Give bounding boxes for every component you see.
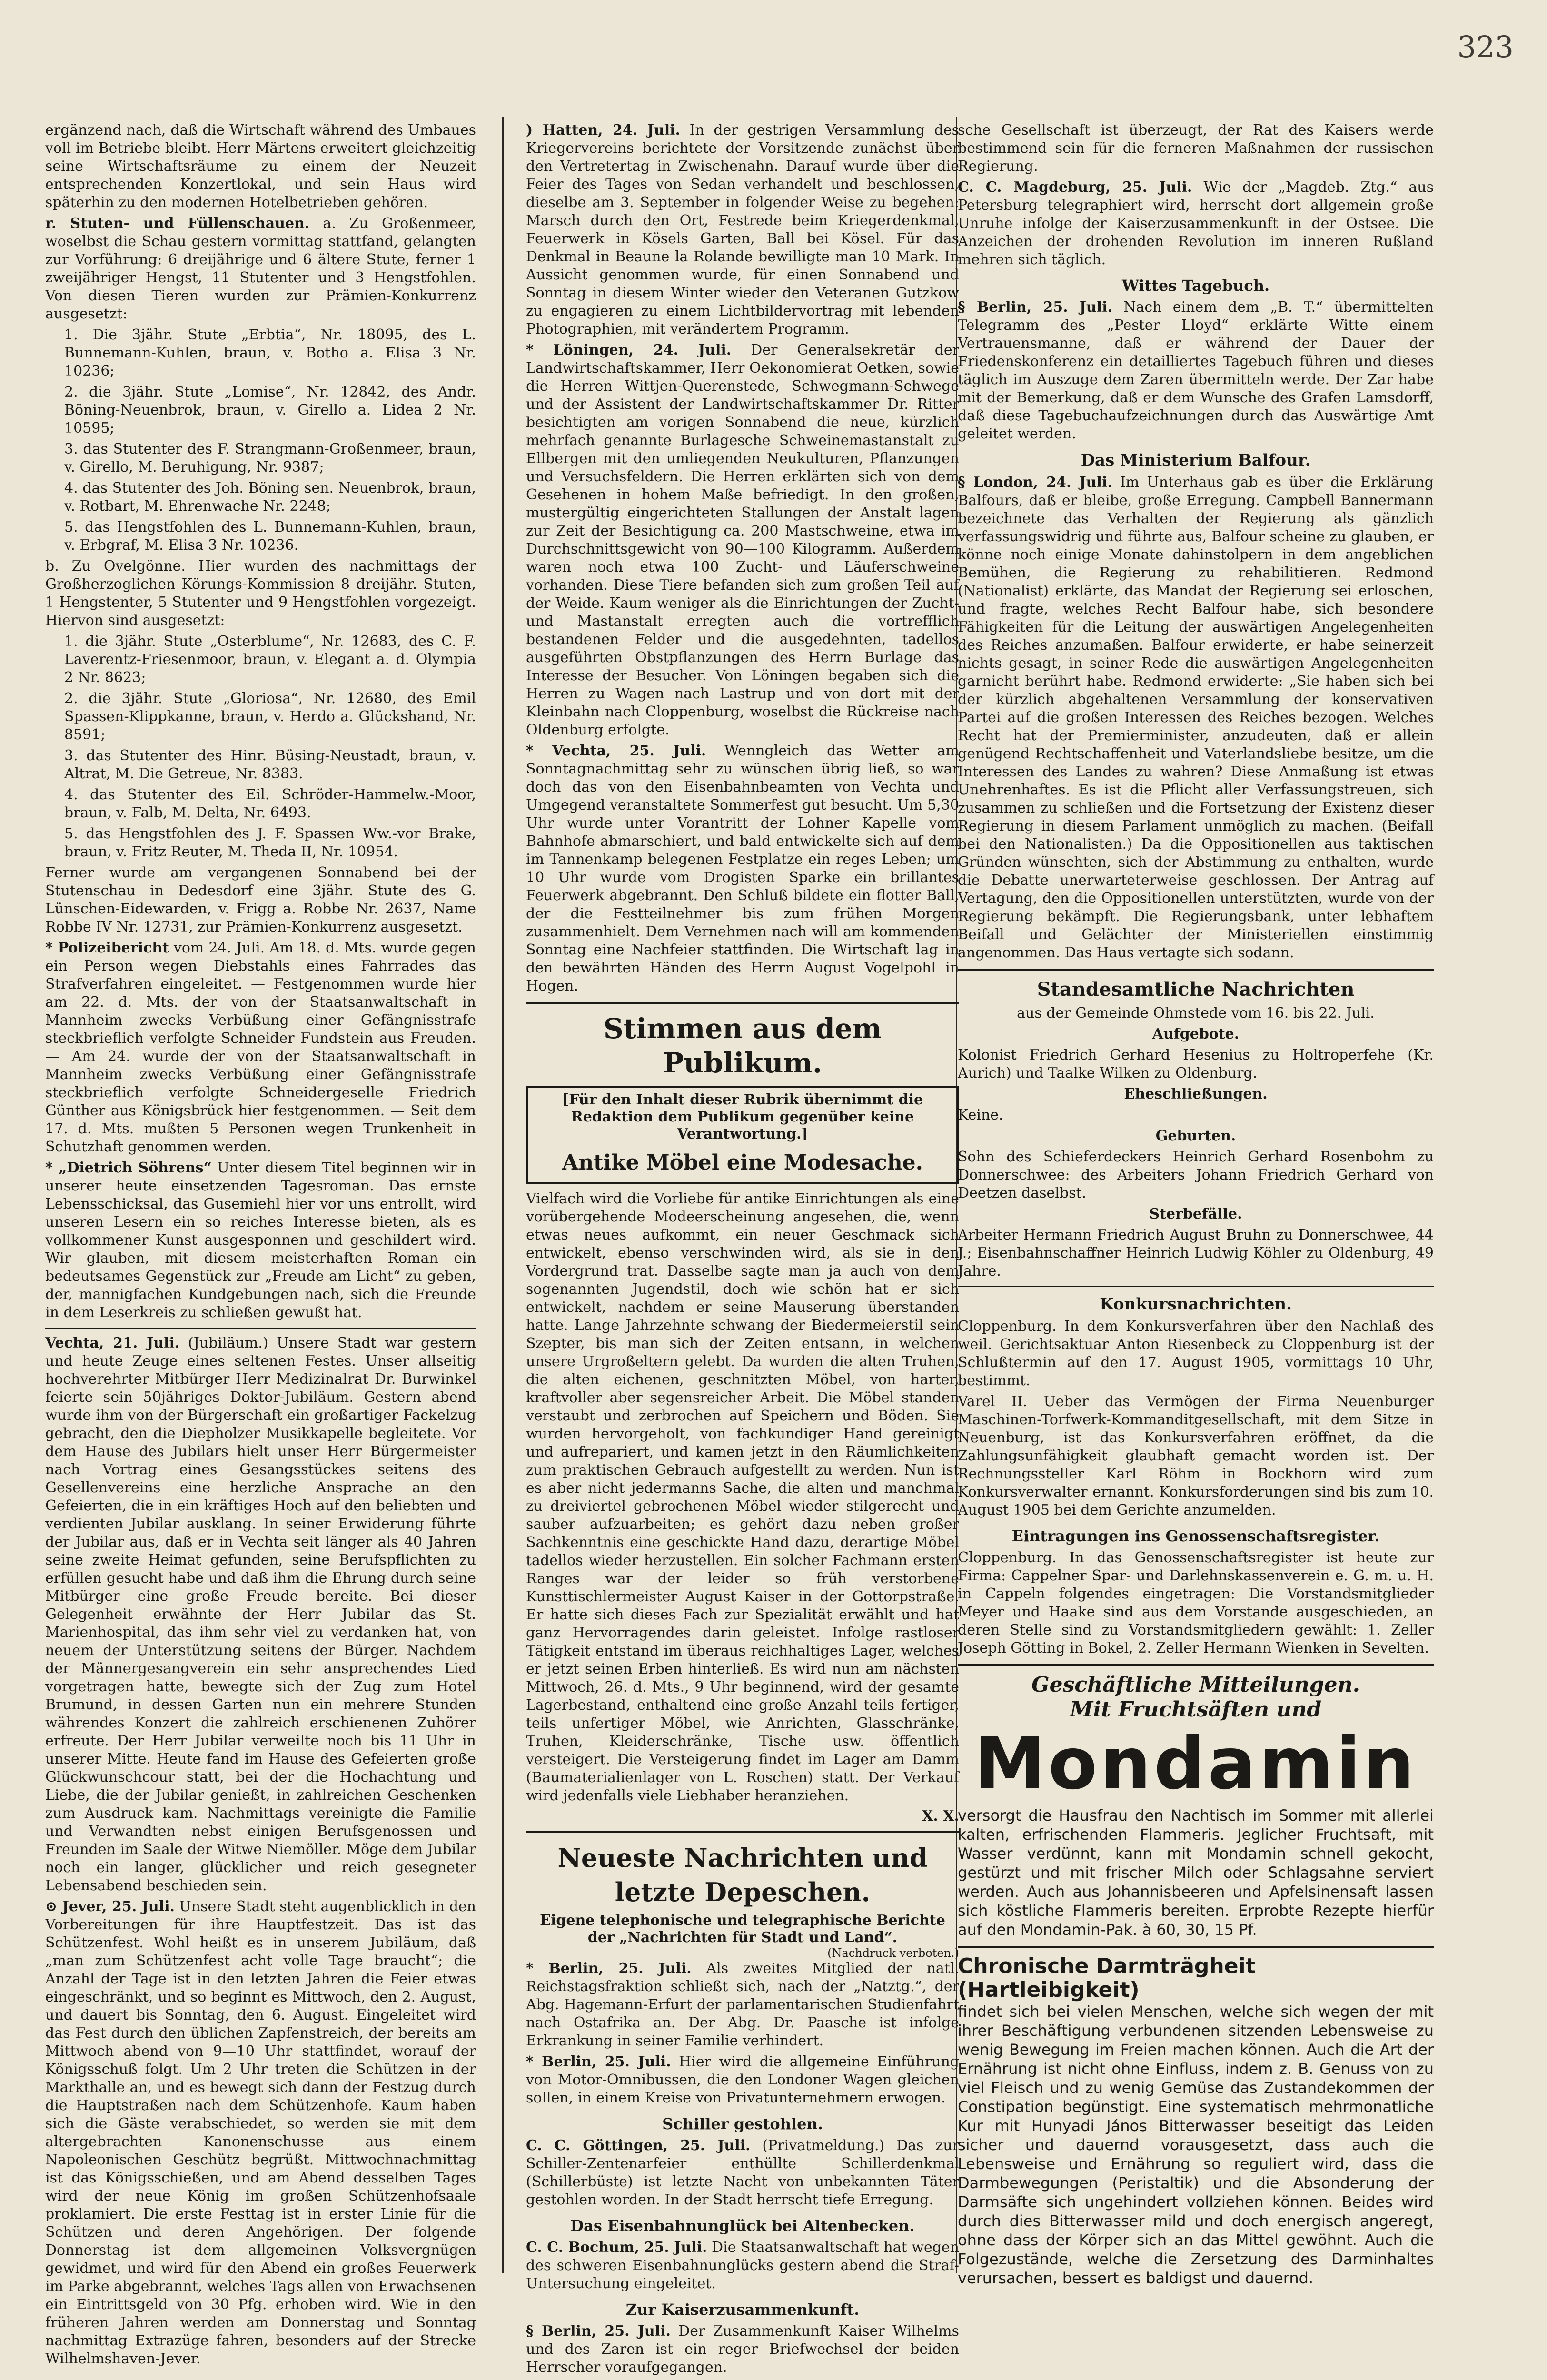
- divider: [45, 1328, 476, 1329]
- column-rule: [502, 117, 504, 2273]
- article-paragraph: [958, 474, 1434, 962]
- article-dateline: ) Hatten, 24. Juli.: [526, 122, 680, 139]
- article-heading: Wittes Tagebuch.: [1121, 277, 1270, 295]
- article-paragraph: [45, 1334, 476, 1895]
- article-heading: Das Ministerium Balfour.: [1081, 451, 1311, 470]
- list: [45, 633, 476, 861]
- article-text: (Privatmeldung.) Das zur Schiller-Zentenarfeier enthüllte Schillerdenkmal (Schillerbüste) ist letzte Nacht von unbekannten Täter gestohlen worden. In der Stadt herrscht tiefe Erregung.: [526, 2137, 959, 2208]
- subsection-heading: Geburten.: [1155, 1128, 1236, 1144]
- article-text: Als zweites Mitglied der natl. Reichstagsfraktion schließt sich, nach der „Natztg.“, der Abg. Hagemann-Erfurt der parlamentarischen Studienfahrt nach Ostafrika an. Der Abg. Dr. Paasche ist infolge Erkrankung in seiner Familie verhindert.: [526, 1960, 959, 2049]
- article-heading: Schiller gestohlen.: [662, 2115, 823, 2133]
- ad-brand: Mondamin: [974, 1723, 1418, 1805]
- article-paragraph: b. Zu Ovelgönne. Hier wurden des nachmittags der Großherzoglichen Körungs-Kommission 8 dreijähr. Stuten, 1 Hengstenter, 5 Stutenter und 9 Hengstfohlen vorgezeigt. Hiervon sind ausgesetzt:: [45, 558, 476, 629]
- article-paragraph: [526, 2322, 959, 2377]
- article-paragraph: Cloppenburg. In dem Konkursverfahren über den Nachlaß des weil. Gerichtsaktuar Anton Riesenbeck zu Cloppenburg ist der Schlußtermin auf den 17. August 1905, vormittags 10 Uhr, bestimmt.: [958, 1318, 1434, 1389]
- list-item: 2. die 3jähr. Stute „Gloriosa“, Nr. 12680, des Emil Spassen-Klippkanne, braun, v. Herdo a. Glückshand, Nr. 8591;: [64, 690, 476, 743]
- column-right: [958, 121, 1434, 2287]
- divider: [526, 1002, 959, 1004]
- section-heading: Eintragungen ins Genossenschaftsregister.: [1012, 1527, 1380, 1545]
- article-text: Der Zusammenkunft Kaiser Wilhelms und des Zaren ist ein reger Briefwechsel der beiden Herrscher voraufgegangen.: [526, 2323, 959, 2376]
- article-heading: Zur Kaiserzusammenkunft.: [625, 2301, 860, 2319]
- section-heading: Neueste Nachrichten und letzte Depeschen.: [557, 1843, 928, 1907]
- list-item: 3. das Stutenter des Hinr. Büsing-Neustadt, braun, v. Altrat, M. Die Getreue, Nr. 8383.: [64, 747, 476, 782]
- page-number: 323: [1457, 30, 1514, 64]
- divider: [958, 1946, 1434, 1948]
- subsection-heading: Eheschließungen.: [1124, 1086, 1268, 1102]
- article-dateline: § Berlin, 25. Juli.: [958, 299, 1112, 316]
- article-paragraph: sche Gesellschaft ist überzeugt, der Rat des Kaisers werde bestimmend sein für die ferneren Maßnahmen der russischen Regierung.: [958, 122, 1434, 175]
- article-text: Wenngleich das Wetter am Sonntagnachmittag sehr zu wünschen übrig ließ, so war doch das von den Eisenbahnbeamten von Vechta und Umgegend veranstaltete Sommerfest gut besucht. Um 5,30 Uhr wurde unter Vorantritt der Lohner Kapelle vom Bahnhofe abmarschiert, und bald entwickelte sich auf dem im Tannenkamp belegenen Festplatze ein reges Leben; um 10 Uhr wurde vom Drogisten Sparke ein brillantes Feuerwerk abgebrannt. Den Schluß bildete ein flotter Ball, der die Festteilnehmer bis zum frühen Morgen zusammenhielt. Dem Vernehmen nach will am kommenden Sonntag eine Nachfeier stattfinden. Die Wirtschaft lag in den bewährten Händen des Herrn August Vogelpohl in Hogen.: [526, 743, 959, 994]
- column-left: [45, 121, 476, 2367]
- article-text: Im Unterhaus gab es über die Erklärung Balfours, daß er bleibe, große Erregung. Campbell Bannermann bezeichnete das Verhalten der Regierung als gänzlich verfassungswidrig und führte aus, Balfour scheine zu glauben, er könne noch einige Monate dahinstolpern in dem angeblichen Bemühen, die Regierung zu rehabilitieren. Redmond (Nationalist) erklärte, das Mandat der Regierung sei erloschen, und fragte, welches Recht Balfour habe, sich besondere Fähigkeiten für die Leitung der auswärtigen Angelegenheiten des Reiches anzumaßen. Balfour erwiderte, er habe seinerzeit nichts gesagt, in seiner Rede die auswärtigen Angelegenheiten garnicht berührt habe. Redmond erwiderte: „Sie haben sich bei der kürzlich abgehaltenen Versammlung der konservativen Partei auf die großen Interessen des Reiches bezogen. Welches Recht hat der Premierminister, anzudeuten, daß er allein genügend Rechtschaffenheit und Vaterlandsliebe besitze, um die Interessen des Landes zu wahren? Diese Anmaßung ist etwas Unehrenhaftes. Es ist die Pflicht aller Verfassungstreuen, sich zusammen zu schließen und die Fortsetzung der Existenz dieser Regierung in diesem Parlament unmöglich zu machen. (Beifall bei den Nationalisten.) Da die Oppositionellen aus taktischen Gründen wünschten, sich der Abstimmung zu enthalten, wurde die Debatte unerwarteterweise geschlossen. Der Antrag auf Vertagung, den die Oppositionellen unterstützten, wurde von der Regierung bekämpft. Die Regierungsbank, unter lebhaftem Beifall und Gelächter der Ministeriellen einstimmig angenommen. Das Haus vertagte sich sodann.: [958, 474, 1434, 961]
- article-paragraph: [526, 2053, 959, 2107]
- ad-text: findet sich bei vielen Menschen, welche sich wegen der mit ihrer Beschäftigung verbundenen sitzenden Lebensweise zu wenig Bewegung im Freien machen können. Auch die Art der Ernährung ist nicht ohne Einfluss, indem z. B. Genuss von zu viel Fleisch und zu wenig Gemüse das Zustandekommen der Constipation begünstigt. Eine systematisch mehrmonatliche Kur mit Hunyadi János Bitterwasser beseitigt das Leiden sicher und dauernd vorausgesetzt, dass auch die Lebensweise und Ernährung so reguliert wird, dass die Darmbewegungen (Peristaltik) und die Absonderung der Darmsäfte sich ungehindert vollziehen können. Beides wird durch dies Bitterwasser mild und doch energisch angeregt, ohne dass der Körper sich an das Mittel gewöhnt. Auch die Folgezustände, welche die Zersetzung des Darminhaltes verursachen, bessert es baldigst und dauernd.: [958, 2003, 1434, 2287]
- list-item: 5. das Hengstfohlen des J. F. Spassen Ww.-vor Brake, braun, v. Fritz Reuter, M. Theda II, Nr. 10954.: [64, 825, 476, 860]
- article-paragraph: [526, 1960, 959, 2050]
- section-heading: Stimmen aus dem Publikum.: [603, 1012, 882, 1079]
- article-dateline: * Löningen, 24. Juli.: [526, 342, 732, 358]
- article-dateline: * „Dietrich Söhrens“: [45, 1160, 212, 1176]
- article-paragraph: Cloppenburg. In das Genossenschaftsregister ist heute zur Firma: Cappelner Spar- und Darlehnskassenverein e. G. m. u. H. in Cappeln folgendes eingetragen: Die Vorstandsmitglieder Meyer und Haake sind aus dem Vorstande ausgeschieden, an deren Stelle sind zu Vorstandsmitgliedern gewählt: 1. Zeller Joseph Götting in Bokel, 2. Zeller Hermann Wienken in Sevelten.: [958, 1549, 1434, 1656]
- article-dateline: * Berlin, 25. Juli.: [526, 1960, 692, 1977]
- article-paragraph: [958, 298, 1434, 443]
- divider: [958, 1664, 1434, 1666]
- article-dateline: * Berlin, 25. Juli.: [526, 2053, 671, 2070]
- list-item: 2. die 3jähr. Stute „Lomise“, Nr. 12842, des Andr. Böning-Neuenbrok, braun, v. Girello a. Lidea 2 Nr. 10595;: [64, 384, 476, 436]
- article-dateline: § Berlin, 25. Juli.: [526, 2323, 671, 2340]
- article-paragraph: [526, 2137, 959, 2209]
- article-heading: Antike Möbel eine Modesache.: [562, 1150, 923, 1175]
- article-dateline: C. C. Bochum, 25. Juli.: [526, 2239, 707, 2256]
- article-paragraph: Kolonist Friedrich Gerhard Hesenius zu Holtroperfehe (Kr. Aurich) und Taalke Wilken zu Oldenburg.: [958, 1047, 1434, 1081]
- article-paragraph: [958, 178, 1434, 269]
- notice-box: [526, 1086, 959, 1184]
- article-paragraph: Vielfach wird die Vorliebe für antike Einrichtungen als eine vorübergehende Modeerscheinung angesehen, die, wenn etwas neues aufkommt, ein neuer Geschmack sich entwickelt, ebenso verschwinden wird, als sie in den Vordergrund trat. Dasselbe sagte man ja auch von dem sogenannten Jugendstil, doch wie schön hat er sich entwickelt, nachdem er seine Mauserung überstanden hatte. Lange Jahrzehnte schwang der Biedermeierstil sein Szepter, bis man sich der Zeiten entsann, in welchen unsere Urgroßeltern gelebt. Da wurden die alten Truhen, die alten eichenen, geschnitzten Möbel, von harter, kraftvoller aber segensreicher Arbeit. Die Möbel standen verstaubt und zerbrochen auf Speichern und Böden. Sie wurden hervorgeholt, von fachkundiger Hand gereinigt und aufrepariert, und kamen jetzt in den Räumlichkeiten zum praktischen Gebrauch aufgestellt zu werden. Nun ist es aber nicht jedermanns Sache, die alten und manchmal zu dreiviertel gebrochenen Möbel wieder stilgerecht und sauber aufzuarbeiten; es gehört dazu neben großer Sachkenntnis eine geschickte Hand dazu, derartige Möbel tadellos wieder herzustellen. Ein solcher Fachmann ersten Ranges war der leider so früh verstorbene Kunsttischlermeister August Kaiser in der Gottorpstraße. Er hatte sich dieses Fach zur Spezialität erwählt und hat ganz Hervorragendes darin geleistet. Infolge rastloser Tätigkeit entstand im überaus reichhaltiges Lager, welches er jetzt seinen Erben hinterließ. Es wird nun am nächsten Mittwoch, 26. d. Mts., 9 Uhr beginnend, wird der gesamte Lagerbestand, enthaltend eine große Anzahl teils fertiger, teils unfertiger Möbel, wie Anrichten, Glasschränke, Truhen, Kleiderschränke, Tische usw. öffentlich versteigert. Die Versteigerung findet im Lager am Damm (Baumaterialienlager von L. Roschen) statt. Der Verkauf wird jedenfalls viele Liebhaber heranziehen.: [526, 1190, 959, 1804]
- list-item: 4. das Stutenter des Joh. Böning sen. Neuenbrok, braun, v. Rotbart, M. Ehrenwache Nr. 2248;: [64, 480, 476, 515]
- article-text: Hier wird die allgemeine Einführung von Motor-Omnibussen, die den Londoner Wagen gleichen sollen, in einem Kreise von Privatunternehmern erwogen.: [526, 2053, 959, 2106]
- article-paragraph: [526, 121, 959, 338]
- section-subheading: Eigene telephonische und telegraphische Berichte der „Nachrichten für Stadt und Land“.: [540, 1912, 945, 1946]
- article-heading: Das Eisenbahnunglück bei Altenbecken.: [570, 2217, 915, 2235]
- article-paragraph: [526, 2239, 959, 2293]
- section-subheading: aus der Gemeinde Ohmstede vom 16. bis 22. Juli.: [1017, 1005, 1375, 1021]
- article-paragraph: Varel II. Ueber das Vermögen der Firma Neuenburger Maschinen-Torfwerk-Kommanditgesellschaft, mit dem Sitze in Neuenburg, ist das Konkursverfahren eröffnet, da die Zahlungsunfähigkeit glaubhaft gemacht worden ist. Der Rechnungssteller Karl Röhm in Bockhorn wird zum Konkursverwalter ernannt. Konkursforderungen sind bis zum 10. August 1905 bei dem Gerichte anzumelden.: [958, 1393, 1434, 1518]
- article-dateline: * Polizeibericht: [45, 940, 169, 956]
- article-paragraph: [45, 1159, 476, 1322]
- article-paragraph: Sohn des Schieferdeckers Heinrich Gerhard Rosenbohm zu Donnerschwee: des Arbeiters Johann Friedrich Gerhard von Deetzen daselbst.: [958, 1149, 1434, 1201]
- list-item: 4. das Stutenter des Eil. Schröder-Hammelw.-Moor, braun, v. Falb, M. Delta, Nr. 6493.: [64, 786, 476, 821]
- article-text: Nach einem dem „B. T.“ übermittelten Telegramm des „Pester Lloyd“ erklärte Witte einem Vertrauensmanne, daß er während der Dauer der Friedenskonferenz ein detailliertes Tagebuch führen und dieses täglich im Auszuge dem Zaren übermitteln werde. Der Zar habe mit der Bemerkung, daß er dem Wunsche des Grafen Lamsdorff, daß diese Tagebuchaufzeichnungen durch das Auswärtige Amt geleitet werden.: [958, 299, 1434, 442]
- article-dateline: r. Stuten- und Füllenschauen.: [45, 215, 310, 232]
- article-text: Der Generalsekretär der Landwirtschaftskammer, Herr Oekonomierat Oetken, sowie die Herren Wittjen-Querenstede, Schwegmann-Schwege und der Assistent der Landwirtschaftskammer Dr. Ritter besichtigten am vorigen Sonnabend die neue, kürzlich mehrfach genannte Burlagesche Schweinemastanstalt zu Ellbergen mit den umliegenden Neukulturen, Pflanzungen und Versuchsfeldern. Die Herren erklärten sich von dem Gesehenen in hohem Maße befriedigt. In den großen, mustergültig eingerichteten Stallungen der Anstalt lagen zur Zeit der Besichtigung ca. 200 Mastschweine, etwa im Durchschnittsgewicht von 90—100 Kilogramm. Außerdem waren noch etwa 100 Zucht- und Läuferschweine vorhanden. Diese Tiere befanden sich zum großen Teil auf der Weide. Kaum weniger als die Einrichtungen der Zucht- und Mastanstalt erregten auch die vortrefflich bestandenen Felder und die ausgedehnten, tadellos ausgeführten Obstpflanzungen des Herrn Burlage das Interesse der Besucher. Von Löningen begaben sich die Herren zu Wagen nach Lastrup und von dort mit der Kleinbahn nach Cloppenburg, woselbst die Rückreise nach Oldenburg erfolgte.: [526, 342, 960, 738]
- article-text: vom 24. Juli. Am 18. d. Mts. wurde gegen ein Person wegen Diebstahls eines Fahrrades das Strafverfahren eingeleitet. — Festgenommen wurde hier am 22. d. Mts. der von der Staatsanwaltschaft in Mannheim zwecks Verbüßung einer Gefängnisstrafe steckbrieflich verfolgte Schneider Fundstein aus Freuden. — Am 24. wurde der von der Staatsanwaltschaft in Mannheim zwecks Verbüßung einer Gefängnisstrafe steckbrieflich verfolgte Schneidergeselle Friedrich Günther aus Königsbrück hier festgenommen. — Seit dem 17. d. Mts. mußten 5 Personen wegen Trunkenheit in Schutzhaft genommen werden.: [45, 940, 476, 1155]
- notice-text: [Für den Inhalt dieser Rubrik übernimmt die Redaktion dem Publikum gegenüber keine Verantwortung.]: [562, 1091, 923, 1142]
- article-paragraph: Arbeiter Hermann Friedrich August Bruhn zu Donnerschwee, 44 J.; Eisenbahnschaffner Heinrich Ludwig Köhler zu Oldenburg, 49 Jahre.: [958, 1227, 1434, 1279]
- signature: X. X.: [922, 1808, 959, 1825]
- article-paragraph: [526, 742, 959, 995]
- article-paragraph: Ferner wurde am vergangenen Sonnabend bei der Stutenschau in Dedesdorf eine 3jähr. Stute des G. Lünschen-Eidewarden, v. Frigg a. Robbe Nr. 2637, Name Robbe IV Nr. 12731, zur Prämien-Konkurrenz ausgesetzt.: [45, 864, 476, 935]
- article-paragraph: [45, 1898, 476, 2368]
- article-text: Unter diesem Titel beginnen wir in unserer heute einsetzenden Tagesroman. Das ernste Lebensschicksal, das Gusemiehl hier vor uns entrollt, wird unseren Lesern ein so reiches Interesse bieten, als es vollkommener Kunst ausgesponnen und geschildert wird. Wir glauben, mit diesem meisterhaften Roman ein bedeutsames Gegenstück zur „Freude am Licht“ zu geben, der, mannigfachen Kundgebungen nach, sich die Freunde in dem Leserkreis zu schließen gewußt hat.: [45, 1160, 476, 1321]
- reprint-note: (Nachdruck verboten.): [827, 1946, 959, 1960]
- article-dateline: C. C. Magdeburg, 25. Juli.: [958, 179, 1192, 196]
- subsection-heading: Aufgebote.: [1152, 1026, 1240, 1042]
- article-dateline: C. C. Göttingen, 25. Juli.: [526, 2137, 751, 2154]
- section-heading: Geschäftliche Mitteilungen.: [1031, 1673, 1360, 1697]
- list-item: 3. das Stutenter des F. Strangmann-Großenmeer, braun, v. Girello, M. Beruhigung, Nr. 9387;: [64, 441, 476, 476]
- subsection-heading: Sterbefälle.: [1149, 1206, 1242, 1222]
- ad-heading: Chronische Darmträgheit (Hartleibigkeit): [958, 1954, 1256, 2002]
- article-text: Die Staatsanwaltschaft hat wegen des schweren Eisenbahnunglücks gestern abend die Straf-Untersuchung eingeleitet.: [526, 2239, 959, 2292]
- article-text: In der gestrigen Versammlung des Kriegervereins berichtete der Vorsitzende zunächst über den Vertretertag in Zwischenahn. Darauf wurde über die Feier des Tages von Sedan verhandelt und beschlossen, dieselbe am 3. September in folgender Weise zu begehen: Marsch durch den Ort, Festrede beim Kriegerdenkmal, Feuerwerk in Kösels Garten, Ball bei Kösel. Für das Denkmal in Beaune la Rolande bewilligte man 10 Mark. In Aussicht genommen wurde, für einen Sonnabend und Sonntag in diesem Winter wieder den Veteranen Gutzkow zu engagieren zu einem Lichtbildervortrag mit lebenden Photographien, mit verändertem Programm.: [526, 122, 959, 337]
- article-paragraph: [45, 939, 476, 1156]
- article-paragraph: [526, 341, 959, 739]
- article-paragraph: ergänzend nach, daß die Wirtschaft während des Umbaues voll im Betriebe bleibt. Herr Märtens erweitert gleichzeitig seine Wirtschaftsräume zu einem der Neuzeit entsprechenden Konzertlokal, und sein Haus wird späterhin zu den modernen Hotelbetrieben gehören.: [45, 122, 476, 211]
- divider: [526, 1831, 959, 1833]
- divider: [958, 1286, 1434, 1287]
- column-middle: [526, 121, 960, 2376]
- section-heading: Standesamtliche Nachrichten: [1037, 978, 1355, 1001]
- article-dateline: § London, 24. Juli.: [958, 474, 1112, 491]
- article-text: Wie der „Magdeb. Ztg.“ aus Petersburg telegraphiert wird, herrscht dort allgemein große Unruhe infolge der Kaiserzusammenkunft in der Ostsee. Die Anzeichen der drohenden Revolution im inneren Rußland mehren sich täglich.: [958, 179, 1434, 268]
- article-paragraph: [45, 215, 476, 323]
- article-dateline: ⊙ Jever, 25. Juli.: [45, 1898, 175, 1915]
- list-item: 5. das Hengstfohlen des L. Bunnemann-Kuhlen, braun, v. Erbgraf, M. Elisa 3 Nr. 10236.: [64, 519, 476, 554]
- divider: [958, 969, 1434, 971]
- ad-subheading: Mit Fruchtsäften und: [1070, 1697, 1322, 1722]
- list-item: 1. die 3jähr. Stute „Osterblume“, Nr. 12683, des C. F. Laverentz-Friesenmoor, braun, v. Elegant a. d. Olympia 2 Nr. 8623;: [64, 633, 476, 686]
- article-text: Unsere Stadt steht augenblicklich in den Vorbereitungen für ihre Hauptfestzeit. Das ist das Schützenfest. Wohl heißt es in unserem Jubiläum, daß „man zum Schützenfest acht volle Tage braucht“; die Anzahl der Tage ist in den letzten Jahren die Feier etwas eingeschränkt, und so beginnt es Mittwoch, den 2. August, und dauert bis Sonntag, den 6. August. Eingeleitet wird das Fest durch den üblichen Zapfenstreich, der bereits am Mittwoch abend von 9—10 Uhr stattfindet, worauf der Königsschuß folgt. Um 2 Uhr treten die Schützen in der Markthalle an, und es bewegt sich dann der Festzug durch die Hauptstraßen nach dem Schützenhofe. Kaum haben sich die Gäste verabschiedet, so werden sie mit dem altergebrachten Kanonenschusse aus einem Napoleonischen Geschütz begrüßt. Mittwochnachmittag ist das Königsschießen, und am Abend desselben Tages wird der neue König im großen Schützenhofsaale proklamiert. Die erste Festtag ist in erster Linie für die Schützen und deren Angehörigen. Der folgende Donnerstag ist dem allgemeinen Volksvergnügen gewidmet, und wird für den Abend ein großes Feuerwerk im Parke abgebrannt, welches Tags allen von Erwachsenen ein Eintrittsgeld von 30 Pfg. erhoben wird. Wie in den früheren Jahren werden am Donnerstag und Sonntag nachmittag Extrazüge fahren, besonders auf der Strecke Wilhelmshaven-Jever.: [45, 1898, 476, 2367]
- article-text: (Jubiläum.) Unsere Stadt war gestern und heute Zeuge eines seltenen Festes. Unser allseitig hochverehrter Mitbürger Herr Medizinalrat Dr. Burwinkel feierte sein 50jähriges Doktor-Jubiläum. Gestern abend wurde ihm von der Bürgerschaft ein großartiger Fackelzug gebracht, den die Diepholzer Musikkapelle begleitete. Vor dem Hause des Jubilars hielt unser Herr Bürgermeister nach Vortrag eines Gesangsstückes seitens des Gesellenvereins eine herzliche Ansprache an den Gefeierten, die in ein kräftiges Hoch auf den beliebten und verdienten Jubilar ausklang. In seiner Erwiderung führte der Jubilar aus, daß er in Vechta seit länger als 40 Jahren seine zweite Heimat gefunden, seine Berufspflichten zu erfüllen gesucht habe und daß ihm die Ehrung durch seine Mitbürger eine große Freude bereite. Bei dieser Gelegenheit erwähnte der Herr Jubilar das St. Marienhospital, das ihm sehr viel zu verdanken hat, von neuem der Unterstützung seitens der Bürger. Nachdem der Männergesangverein ein sehr ansprechendes Lied vorgetragen hatte, bewegte sich der Zug zum Hotel Brumund, in dessen Garten nun ein mehrere Stunden währendes Konzert die zahlreich erschienenen Zuhörer erfreute. Der Herr Jubilar verweilte noch bis 11 Uhr in unserer Mitte. Heute fand im Hause des Gefeierten große Glückwunschcour statt, bei der die Hochachtung und Liebe, die der Jubilar genießt, in zahlreichen Geschenken zum Ausdruck kam. Nachmittags vereinigte die Familie und Verwandten nebst einigen Berufsgenossen und Freunden im Saale der Witwe Niemöller. Möge dem Jubilar noch ein langer, glücklicher und reich gesegneter Lebensabend beschieden sein.: [45, 1335, 476, 1894]
- list-item: 1. Die 3jähr. Stute „Erbtia“, Nr. 18095, des L. Bunnemann-Kuhlen, braun, v. Botho a. Elisa 3 Nr. 10236;: [64, 327, 476, 379]
- section-heading: Konkursnachrichten.: [1100, 1295, 1292, 1314]
- list: [45, 326, 476, 555]
- article-dateline: Vechta, 21. Juli.: [45, 1335, 180, 1351]
- article-paragraph: Keine.: [958, 1107, 1003, 1123]
- article-dateline: * Vechta, 25. Juli.: [526, 743, 706, 759]
- article-text: a. Zu Großenmeer, woselbst die Schau gestern vormittag stattfand, gelangten zur Vorführung: 6 dreijährige und 6 ältere Stute, ferner 1 zweijähriger Hengst, 11 Stutenter und 3 Hengstfohlen. Von diesen Tieren wurden zur Prämien-Konkurrenz ausgesetzt:: [45, 215, 476, 322]
- ad-text: versorgt die Hausfrau den Nachtisch im Sommer mit allerlei kalten, erfrischenden Flammeris. Jeglicher Fruchtsaft, mit Wasser verdünnt, kann mit Mondamin schnell gekocht, gestürzt und mit frischer Milch oder Schlagsahne serviert werden. Auch aus Johannisbeeren und Apfelsinensaft lassen sich köstliche Flammeris bereiten. Erprobte Rezepte hierfür auf den Mondamin-Pak. à 60, 30, 15 Pf.: [958, 1806, 1434, 1939]
